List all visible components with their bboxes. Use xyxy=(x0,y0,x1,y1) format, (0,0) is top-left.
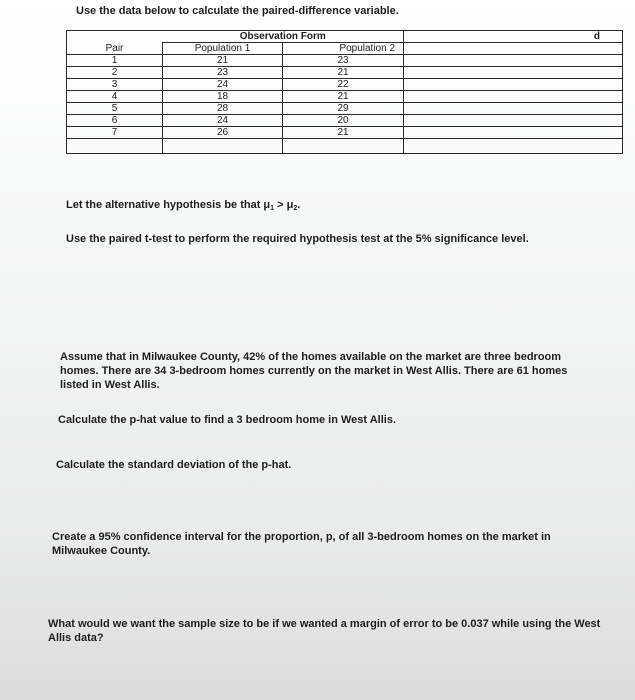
blank-corner-cell xyxy=(67,31,163,43)
population2-cell: 29 xyxy=(283,103,404,115)
d-cell xyxy=(404,103,623,115)
pair-header: Pair xyxy=(67,43,163,55)
table-row xyxy=(67,79,623,91)
d-cell xyxy=(404,55,623,67)
alternative-hypothesis-text: Let the alternative hypothesis be that $\mu_1 > \mu_2$. xyxy=(66,199,301,212)
population2-cell: 23 xyxy=(283,55,404,67)
table-row xyxy=(67,103,623,115)
table-row xyxy=(67,127,623,139)
population1-cell: 18 xyxy=(163,91,283,103)
observation-table xyxy=(66,30,623,154)
population1-cell: 24 xyxy=(163,79,283,91)
sample-size-question: What would we want the sample size to be if we wanted a margin of error to be 0.037 while using the West Allis data? xyxy=(48,618,601,644)
pair-cell: 7 xyxy=(67,127,163,139)
population1-cell: 26 xyxy=(163,127,283,139)
table-column-row xyxy=(67,43,623,55)
d-cell xyxy=(404,79,623,91)
d-header: d xyxy=(404,31,623,43)
population2-cell: 21 xyxy=(283,91,404,103)
population1-cell: 28 xyxy=(163,103,283,115)
table-row xyxy=(67,67,623,79)
table-row xyxy=(67,55,623,67)
table-row xyxy=(67,139,623,154)
population1-cell: 24 xyxy=(163,115,283,127)
pair-cell: 4 xyxy=(67,91,163,103)
population2-cell xyxy=(283,139,404,154)
population2-cell: 21 xyxy=(283,67,404,79)
pair-cell: 5 xyxy=(67,103,163,115)
d-cell xyxy=(404,139,623,154)
population2-cell: 22 xyxy=(283,79,404,91)
population1-header: Population 1 xyxy=(163,43,283,55)
d-cell xyxy=(404,43,623,55)
population1-cell xyxy=(163,139,283,154)
d-cell xyxy=(404,67,623,79)
pair-cell: 3 xyxy=(67,79,163,91)
d-cell xyxy=(404,127,623,139)
milwaukee-context-text: Assume that in Milwaukee County, 42% of the homes available on the market are three bedroom homes. There are 34 3-bedroom homes currently on the market in West Allis. There are 61 homes listed in West Allis. xyxy=(60,351,568,391)
population1-cell: 23 xyxy=(163,67,283,79)
pair-cell: 1 xyxy=(67,55,163,67)
instruction-text: Use the data below to calculate the paired-difference variable. xyxy=(76,5,399,17)
observation-form-header: Observation Form xyxy=(163,31,404,43)
phat-question: Calculate the p-hat value to find a 3 bedroom home in West Allis. xyxy=(58,414,396,426)
stddev-question: Calculate the standard deviation of the p-hat. xyxy=(56,459,292,471)
table-row xyxy=(67,91,623,103)
paired-ttest-question: Use the paired t-test to perform the required hypothesis test at the 5% significance level. xyxy=(66,233,529,245)
pair-cell: 6 xyxy=(67,115,163,127)
table-row xyxy=(67,115,623,127)
pair-cell xyxy=(67,139,163,154)
confidence-interval-question: Create a 95% confidence interval for the proportion, p, of all 3-bedroom homes on the market in Milwaukee County. xyxy=(52,531,551,557)
pair-cell: 2 xyxy=(67,67,163,79)
population2-header: Population 2 xyxy=(283,43,404,55)
table-header-row xyxy=(67,31,623,43)
population1-cell: 21 xyxy=(163,55,283,67)
d-cell xyxy=(404,115,623,127)
population2-cell: 20 xyxy=(283,115,404,127)
d-cell xyxy=(404,91,623,103)
population2-cell: 21 xyxy=(283,127,404,139)
